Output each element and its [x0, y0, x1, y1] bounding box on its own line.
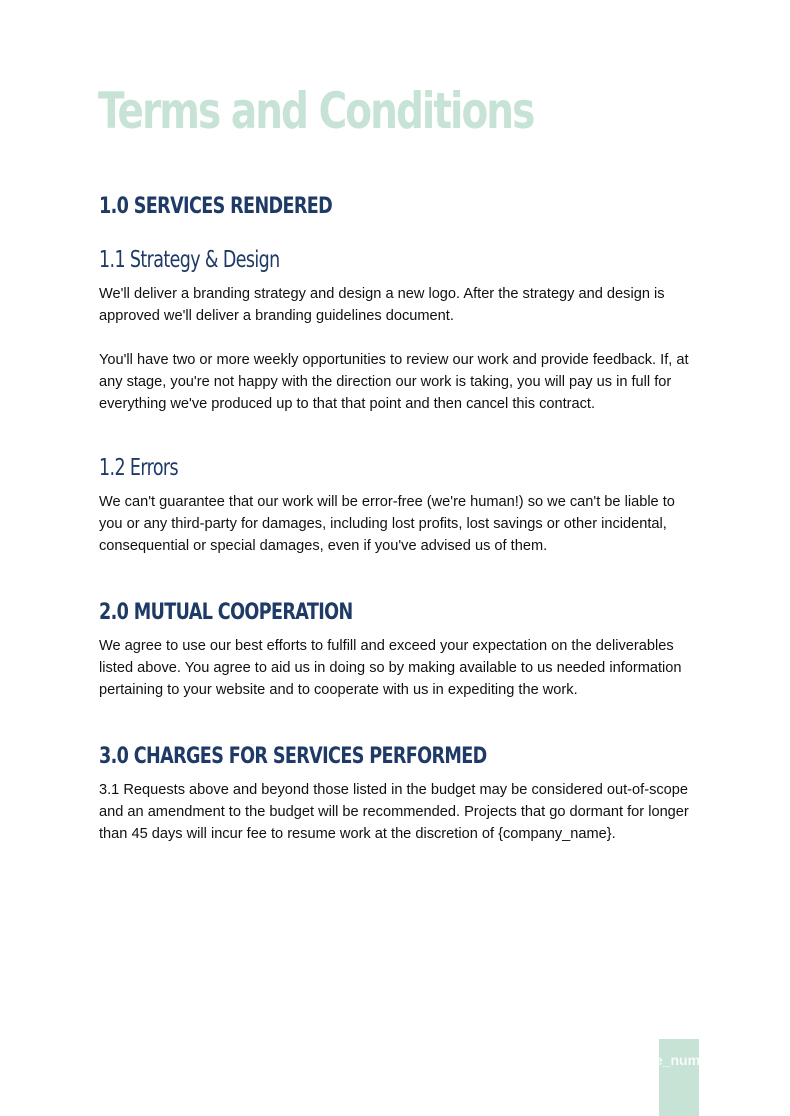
document-title: Terms and Conditions: [98, 82, 534, 140]
errors-paragraph: We can't guarantee that our work will be error-free (we're human!) so we can't be liable to you or any third-party for damages, including lost profits, lost savings or other incidental, consequential or special damages, even if you've advised us of them.: [99, 494, 675, 554]
section-heading-charges: 3.0 CHARGES FOR SERVICES PERFORMED: [99, 744, 487, 769]
strategy-paragraph-1: We'll deliver a branding strategy and design a new logo. After the strategy and design is approved we'll deliver a branding guidelines document.: [99, 286, 665, 324]
section-heading-services-rendered: 1.0 SERVICES RENDERED: [99, 194, 333, 219]
subsection-heading-errors: 1.2 Errors: [99, 455, 178, 481]
page-number: page_number: [630, 1052, 722, 1068]
page-number-badge: [659, 1039, 699, 1116]
charges-paragraph: 3.1 Requests above and beyond those listed in the budget may be considered out-of-scope and an amendment to the budget will be recommended. Projects that go dormant for longer than 45 days will incur fee to resume work at the discretion of {company_name}.: [99, 782, 689, 842]
strategy-paragraph-2: You'll have two or more weekly opportunities to review our work and provide feedback. If, at any stage, you're not happy with the direction our work is taking, you will pay us in full for everything we've produced up to that that point and then cancel this contract.: [99, 352, 689, 412]
cooperation-paragraph: We agree to use our best efforts to fulfill and exceed your expectation on the deliverables listed above. You agree to aid us in doing so by making available to us needed information pertaining to your website and to cooperate with us in expediting the work.: [99, 638, 682, 698]
subsection-heading-strategy-design: 1.1 Strategy & Design: [99, 247, 280, 273]
section-heading-mutual-cooperation: 2.0 MUTUAL COOPERATION: [99, 600, 353, 625]
